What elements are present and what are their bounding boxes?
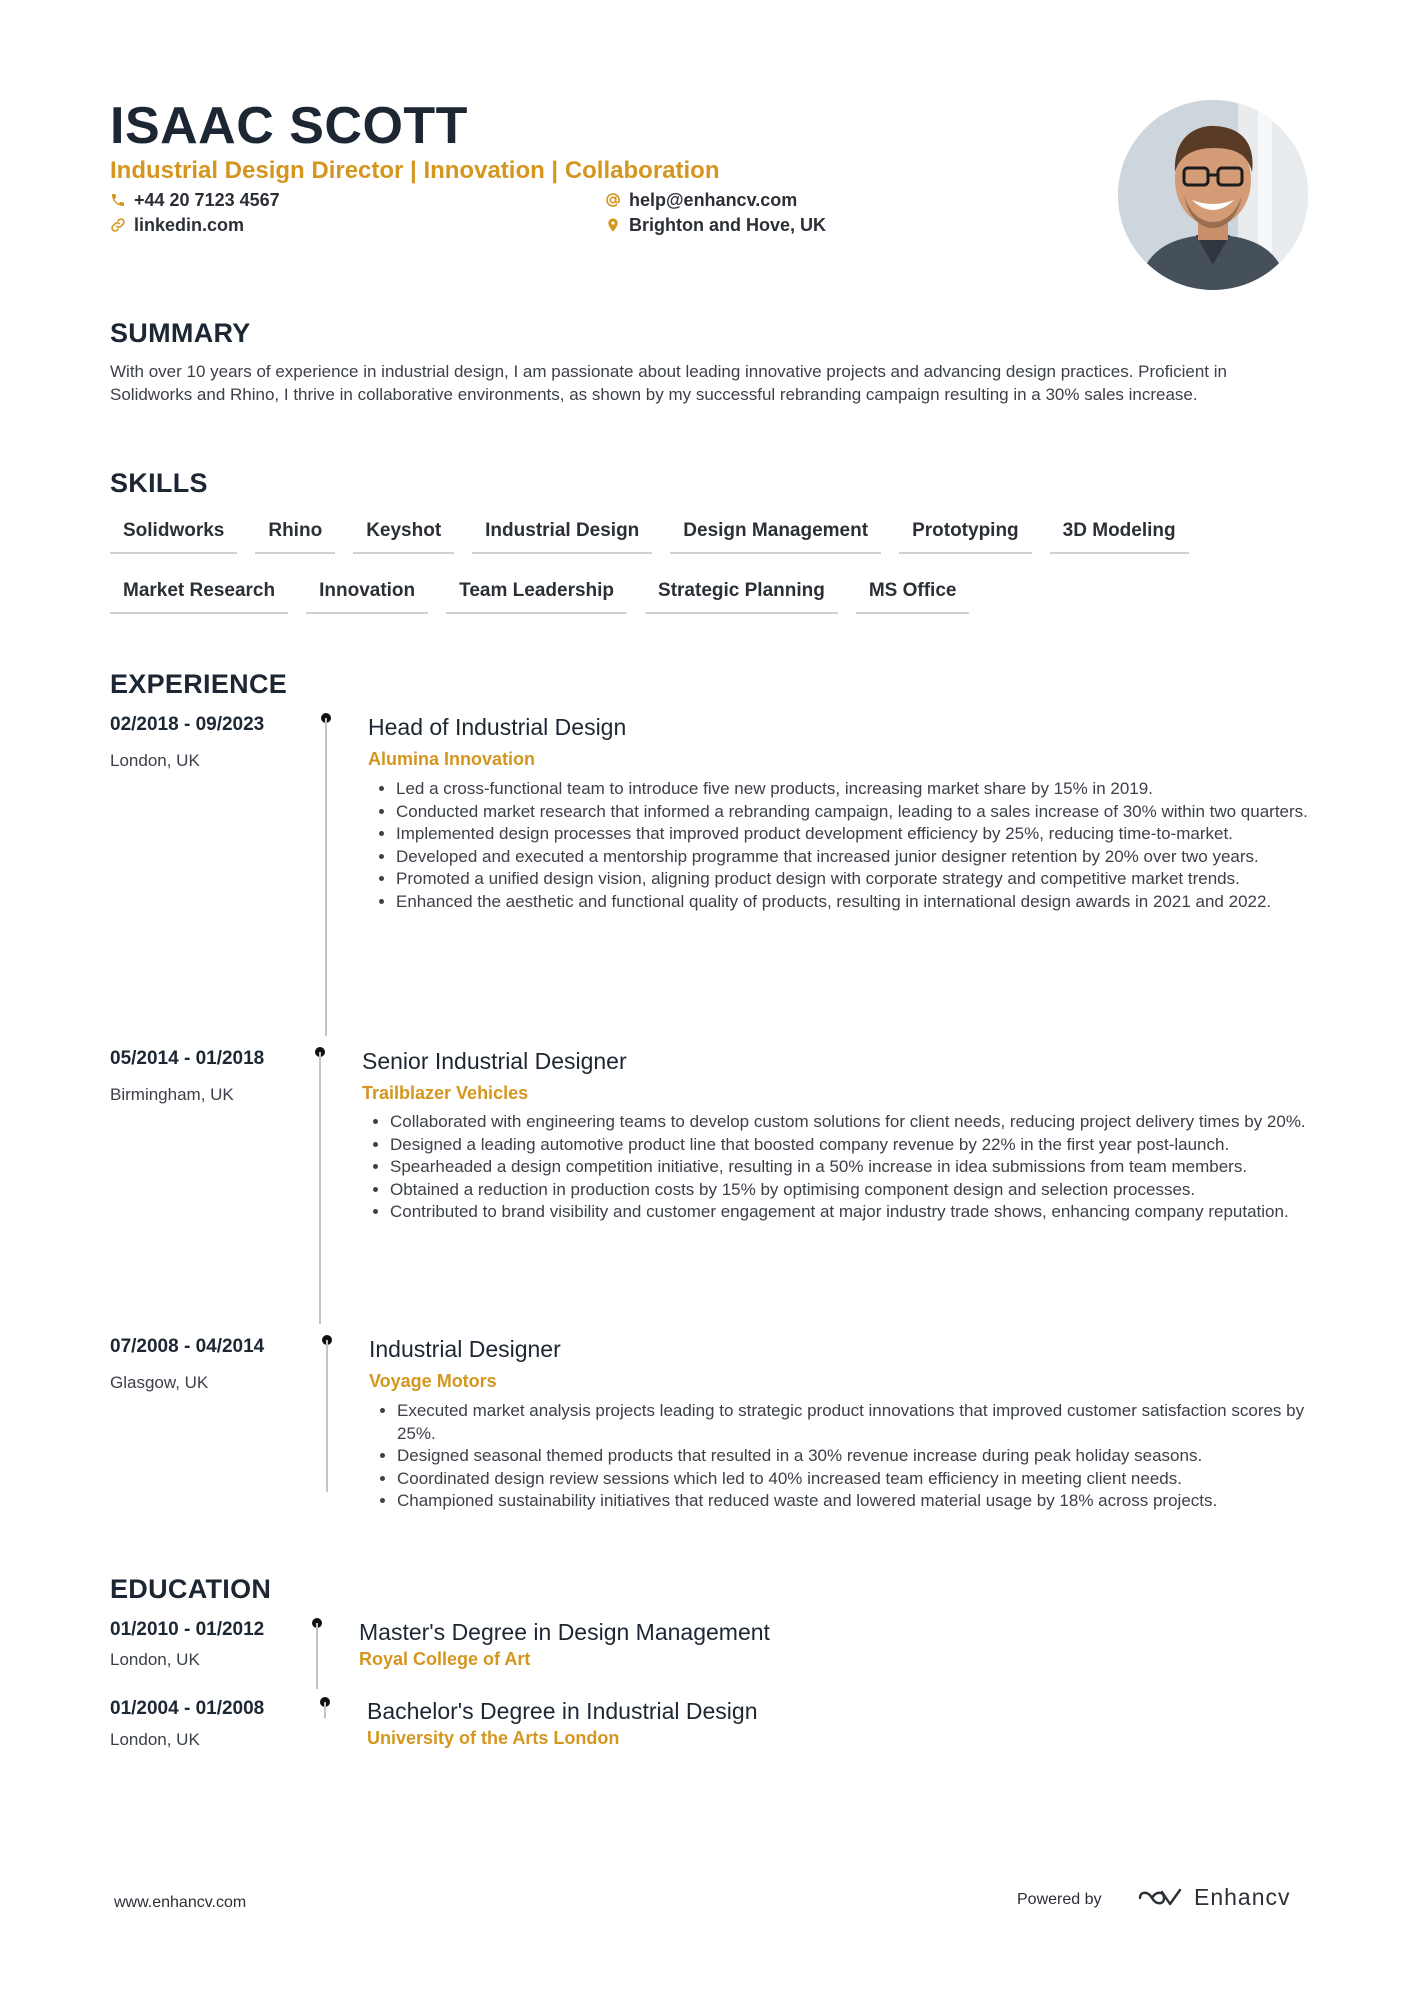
skill-tag: MS Office xyxy=(856,576,970,614)
job-dates: 02/2018 - 09/2023 xyxy=(110,714,265,735)
avatar xyxy=(1118,100,1308,290)
enhancv-logo-text: Enhancv xyxy=(1194,1884,1291,1910)
at-icon xyxy=(605,192,621,208)
profile-photo xyxy=(1118,100,1308,290)
edu-degree: Master's Degree in Design Management xyxy=(359,1619,770,1645)
skills-heading: SKILLS xyxy=(110,468,208,498)
location-pin-icon xyxy=(605,217,621,233)
job-company: Alumina Innovation xyxy=(368,749,536,769)
enhancv-logo-icon xyxy=(1136,1886,1184,1910)
bullet-item: • Designed a leading automotive product line that boosted company revenue by 22% in the first year post-launch. xyxy=(390,1134,1340,1157)
skills-list xyxy=(110,516,1320,614)
contact-phone xyxy=(110,189,280,211)
job-dates: 07/2008 - 04/2014 xyxy=(110,1336,265,1357)
job-location: Glasgow, UK xyxy=(110,1373,209,1392)
bullet-item: • Enhanced the aesthetic and functional quality of products, resulting in international design awards in 2021 and 2022. xyxy=(396,891,1336,914)
link-icon xyxy=(110,217,126,233)
phone-text: +44 20 7123 4567 xyxy=(134,190,280,210)
timeline-line xyxy=(316,1623,318,1689)
footer-website[interactable]: www.enhancv.com xyxy=(114,1894,247,1911)
bullet-item: • Executed market analysis projects leading to strategic product innovations that improved customer satisfaction scores by 25%. xyxy=(397,1400,1342,1445)
footer-powered-by: Powered by xyxy=(1017,1891,1102,1908)
skill-tag: Market Research xyxy=(110,576,288,614)
bullet-item: • Contributed to brand visibility and customer engagement at major industry trade shows, enhancing company reputation. xyxy=(390,1201,1340,1224)
timeline-line xyxy=(326,1340,328,1492)
summary-heading: SUMMARY xyxy=(110,318,251,348)
location-text: Brighton and Hove, UK xyxy=(629,215,826,235)
skill-tag: Team Leadership xyxy=(446,576,627,614)
contact-email[interactable] xyxy=(605,189,797,211)
bullet-item: • Championed sustainability initiatives that reduced waste and lowered material usage by 18% across projects. xyxy=(397,1490,1342,1513)
timeline-line xyxy=(319,1052,321,1324)
bullet-item: • Developed and executed a mentorship programme that increased junior designer retention by 20% over two years. xyxy=(396,846,1336,869)
skill-tag: Prototyping xyxy=(899,516,1032,554)
candidate-name: ISAAC SCOTT xyxy=(110,97,468,155)
edu-degree: Bachelor's Degree in Industrial Design xyxy=(367,1698,758,1724)
skill-tag: Innovation xyxy=(306,576,428,614)
skill-tag: Solidworks xyxy=(110,516,237,554)
edu-dates: 01/2004 - 01/2008 xyxy=(110,1698,265,1719)
contact-location xyxy=(605,214,826,236)
job-location: Birmingham, UK xyxy=(110,1085,234,1104)
job-company: Voyage Motors xyxy=(369,1371,497,1391)
enhancv-logo[interactable] xyxy=(1136,1884,1291,1911)
skill-tag: Design Management xyxy=(670,516,881,554)
contact-link[interactable] xyxy=(110,214,244,236)
job-bullets xyxy=(370,778,1336,913)
education-heading: EDUCATION xyxy=(110,1574,272,1604)
edu-school: University of the Arts London xyxy=(367,1728,620,1748)
bullet-item: • Implemented design processes that improved product development efficiency by 25%, reducing time-to-market. xyxy=(396,823,1336,846)
edu-location: London, UK xyxy=(110,1730,200,1749)
bullet-item: • Designed seasonal themed products that resulted in a 30% revenue increase during peak holiday seasons. xyxy=(397,1445,1342,1468)
job-role: Senior Industrial Designer xyxy=(362,1048,627,1074)
bullet-item: • Led a cross-functional team to introduce five new products, increasing market share by 15% in 2019. xyxy=(396,778,1336,801)
skill-tag: Industrial Design xyxy=(472,516,652,554)
bullet-item: • Conducted market research that informed a rebranding campaign, leading to a sales increase of 30% within two quarters. xyxy=(396,801,1336,824)
edu-location: London, UK xyxy=(110,1650,200,1669)
skill-tag: 3D Modeling xyxy=(1050,516,1189,554)
edu-school: Royal College of Art xyxy=(359,1649,531,1669)
bullet-item: • Promoted a unified design vision, aligning product design with corporate strategy and competitive market trends. xyxy=(396,868,1336,891)
skill-tag: Strategic Planning xyxy=(645,576,838,614)
experience-heading: EXPERIENCE xyxy=(110,669,288,699)
job-bullets xyxy=(364,1111,1340,1224)
job-role: Industrial Designer xyxy=(369,1336,561,1362)
bullet-item: • Spearheaded a design competition initiative, resulting in a 50% increase in idea submissions from team members. xyxy=(390,1156,1340,1179)
bullet-item: • Obtained a reduction in production costs by 15% by optimising component design and selection processes. xyxy=(390,1179,1340,1202)
timeline-line xyxy=(325,718,327,1036)
job-bullets xyxy=(371,1400,1342,1513)
bullet-item: • Collaborated with engineering teams to develop custom solutions for client needs, reducing project delivery times by 20%. xyxy=(390,1111,1340,1134)
bullet-item: • Coordinated design review sessions which led to 40% increased team efficiency in meeting client needs. xyxy=(397,1468,1342,1491)
email-text[interactable]: help@enhancv.com xyxy=(629,190,798,210)
candidate-title: Industrial Design Director | Innovation | Collaboration xyxy=(110,157,720,184)
phone-icon xyxy=(110,192,126,208)
edu-dates: 01/2010 - 01/2012 xyxy=(110,1619,265,1640)
job-location: London, UK xyxy=(110,751,200,770)
job-company: Trailblazer Vehicles xyxy=(362,1083,529,1103)
summary-text: With over 10 years of experience in industrial design, I am passionate about leading innovative projects and advancing design practices. Proficient in Solidworks and Rhino, I thrive in collaborative environments, as shown by my successful rebranding campaign resulting in a 30% sales increase. xyxy=(110,362,1227,404)
job-role: Head of Industrial Design xyxy=(368,714,627,740)
skill-tag: Rhino xyxy=(255,516,335,554)
skill-tag: Keyshot xyxy=(353,516,454,554)
link-text[interactable]: linkedin.com xyxy=(134,215,245,235)
job-dates: 05/2014 - 01/2018 xyxy=(110,1048,265,1069)
timeline-line xyxy=(324,1702,326,1718)
